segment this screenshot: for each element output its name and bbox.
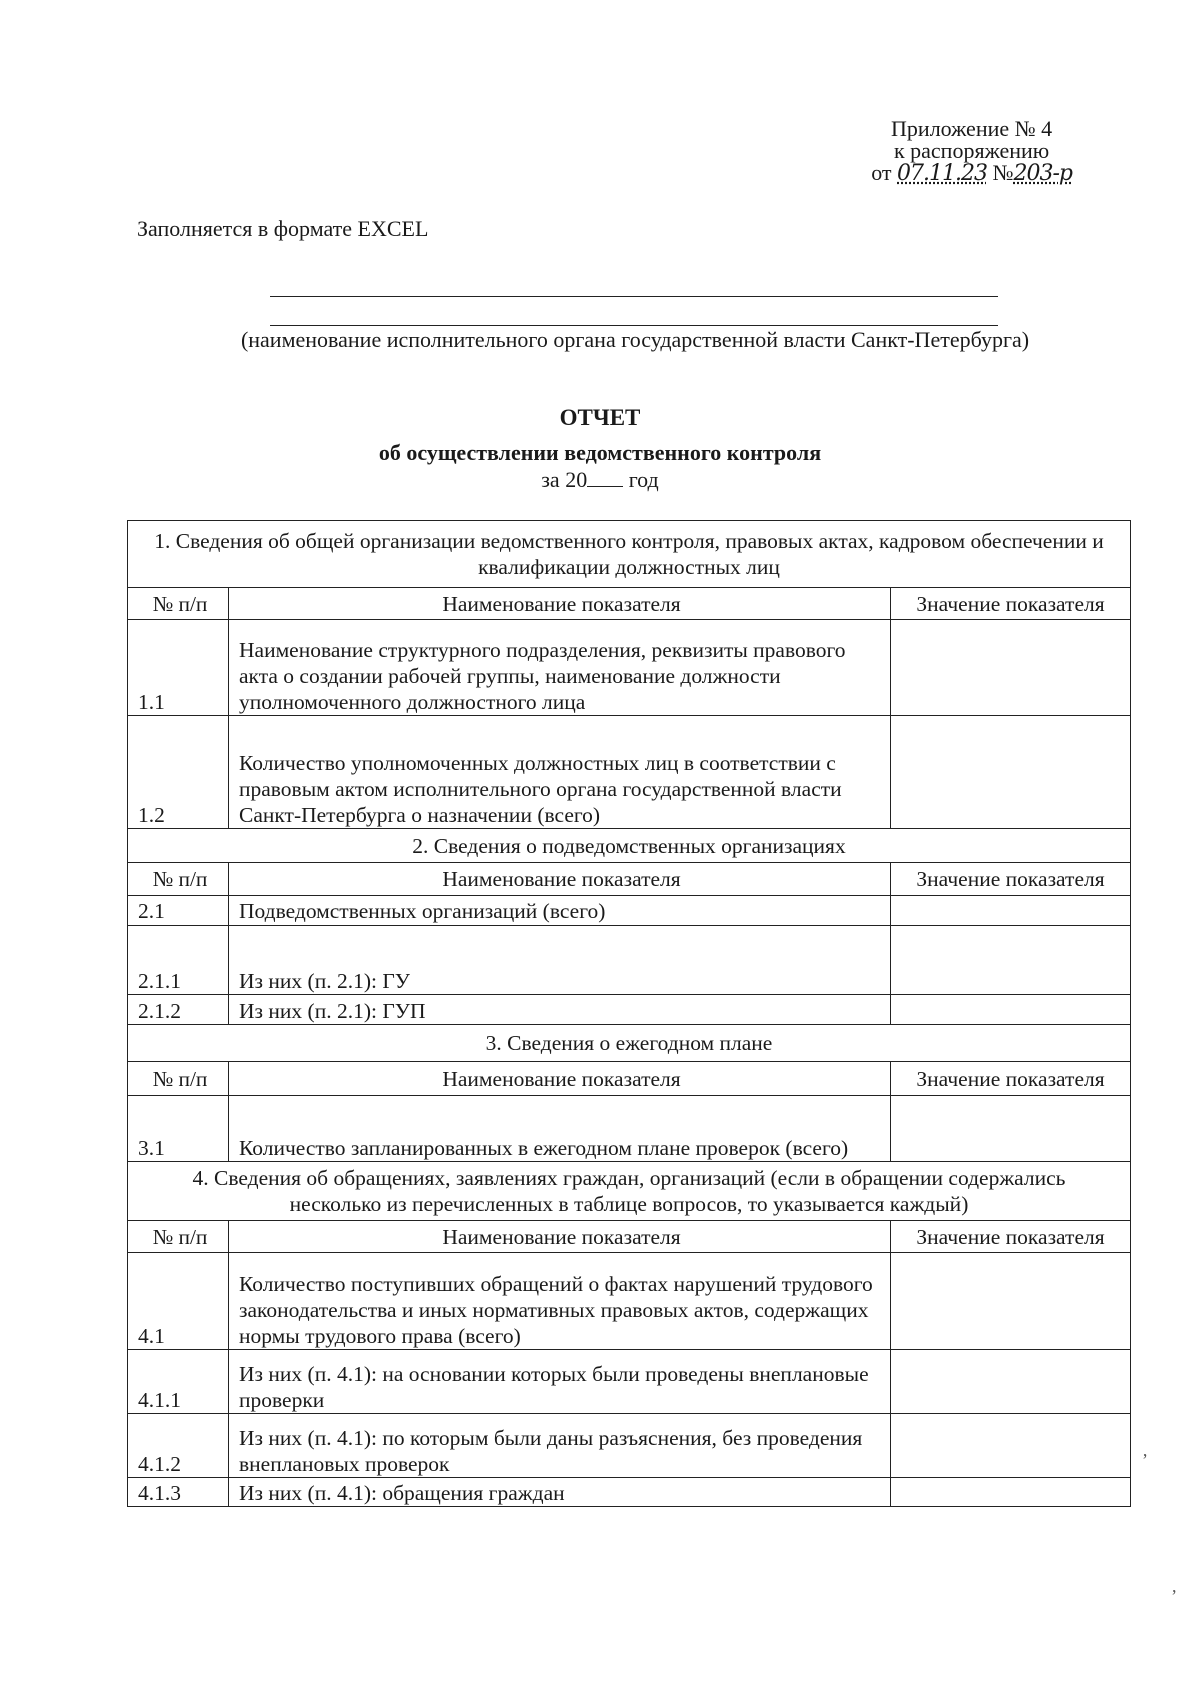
row-name: Из них (п. 4.1): на основании которых были проведены внеплановые проверки: [229, 1350, 891, 1414]
table-row: [128, 620, 1131, 716]
col-header-name: Наименование показателя: [229, 1062, 891, 1096]
row-value-cell[interactable]: [891, 1414, 1131, 1478]
col-header-num: № п/п: [128, 1062, 229, 1096]
column-header-row: [128, 863, 1131, 896]
row-num: 2.1: [128, 896, 229, 926]
report-title: ОТЧЕТ: [559, 405, 641, 430]
row-num: 2.1.2: [128, 995, 229, 1025]
row-name: Количество уполномоченных должностных лиц в соответствии с правовым актом исполнительного органа государственной власти Санкт-Петербурга о назначении (всего): [229, 716, 891, 829]
appendix-line-3: [871, 162, 1072, 185]
section-header-row: [128, 1025, 1131, 1062]
fill-note: Заполняется в формате EXCEL: [137, 216, 429, 241]
appendix-date: 07.11.23: [897, 161, 987, 186]
row-name: Количество поступивших обращений о фактах нарушений трудового законодательства и иных нормативных правовых актов, содержащих нормы трудового права (всего): [229, 1253, 891, 1350]
column-header-row: [128, 1062, 1131, 1096]
table-row: [128, 1478, 1131, 1507]
table-row: [128, 1414, 1131, 1478]
row-num: 1.2: [128, 716, 229, 829]
report-year: [0, 466, 1200, 493]
row-value-cell[interactable]: [891, 1478, 1131, 1507]
row-num: 4.1.2: [128, 1414, 229, 1478]
row-value-cell[interactable]: [891, 716, 1131, 829]
report-table: [127, 520, 1131, 1507]
row-value-cell[interactable]: [891, 896, 1131, 926]
row-name: Из них (п. 2.1): ГУ: [229, 926, 891, 995]
section-title: 4. Сведения об обращениях, заявлениях граждан, организаций (если в обращении содержались несколько из перечисленных в таблице вопросов, то указывается каждый): [128, 1162, 1131, 1221]
table-row: [128, 995, 1131, 1025]
section-header-row: [128, 521, 1131, 588]
table-row: [128, 716, 1131, 829]
row-num: 4.1.3: [128, 1478, 229, 1507]
appendix-from-label: от: [871, 160, 892, 185]
row-value-cell[interactable]: [891, 1253, 1131, 1350]
col-header-num: № п/п: [128, 863, 229, 896]
section-title: 2. Сведения о подведомственных организациях: [128, 829, 1131, 863]
section-header-row: [128, 1162, 1131, 1221]
row-name: Количество запланированных в ежегодном плане проверок (всего): [229, 1096, 891, 1162]
scan-speck: ‚: [1142, 1440, 1148, 1460]
row-num: 2.1.1: [128, 926, 229, 995]
appendix-number-label: №: [992, 160, 1014, 185]
section-title: 3. Сведения о ежегодном плане: [128, 1025, 1131, 1062]
appendix-number: 203-р: [1013, 161, 1072, 186]
row-num: 1.1: [128, 620, 229, 716]
col-header-num: № п/п: [128, 588, 229, 620]
org-name-line-1: [270, 296, 998, 297]
col-header-value: Значение показателя: [891, 1062, 1131, 1096]
row-value-cell[interactable]: [891, 1350, 1131, 1414]
appendix-block: [871, 118, 1072, 185]
row-name: Наименование структурного подразделения, реквизиты правового акта о создании рабочей группы, наименование должности уполномоченного должностного лица: [229, 620, 891, 716]
year-prefix: за 20: [541, 467, 588, 492]
section-title: 1. Сведения об общей организации ведомственного контроля, правовых актах, кадровом обеспечении и квалификации должностных лиц: [128, 521, 1131, 588]
appendix-line-1: Приложение № 4: [891, 116, 1053, 141]
row-name: Из них (п. 2.1): ГУП: [229, 995, 891, 1025]
report-subtitle: об осуществлении ведомственного контроля: [378, 440, 822, 465]
col-header-value: Значение показателя: [891, 588, 1131, 620]
column-header-row: [128, 1221, 1131, 1253]
column-header-row: [128, 588, 1131, 620]
row-value-cell[interactable]: [891, 1096, 1131, 1162]
row-value-cell[interactable]: [891, 620, 1131, 716]
year-suffix: год: [628, 467, 659, 492]
table-row: [128, 896, 1131, 926]
row-name: Из них (п. 4.1): по которым были даны разъяснения, без проведения внеплановых проверок: [229, 1414, 891, 1478]
row-value-cell[interactable]: [891, 995, 1131, 1025]
row-num: 4.1.1: [128, 1350, 229, 1414]
col-header-name: Наименование показателя: [229, 588, 891, 620]
table-row: [128, 926, 1131, 995]
table-row: [128, 1096, 1131, 1162]
appendix-line-2: к распоряжению: [893, 138, 1050, 163]
col-header-value: Значение показателя: [891, 1221, 1131, 1253]
col-header-name: Наименование показателя: [229, 863, 891, 896]
org-caption: (наименование исполнительного органа государственной власти Санкт-Петербурга): [240, 327, 1030, 352]
col-header-num: № п/п: [128, 1221, 229, 1253]
table-row: [128, 1350, 1131, 1414]
col-header-value: Значение показателя: [891, 863, 1131, 896]
table-row: [128, 1253, 1131, 1350]
col-header-name: Наименование показателя: [229, 1221, 891, 1253]
scan-speck: ,: [1172, 1576, 1177, 1596]
row-value-cell[interactable]: [891, 926, 1131, 995]
row-num: 3.1: [128, 1096, 229, 1162]
row-name: Из них (п. 4.1): обращения граждан: [229, 1478, 891, 1507]
row-num: 4.1: [128, 1253, 229, 1350]
year-blank: [587, 466, 623, 487]
section-header-row: [128, 829, 1131, 863]
row-name: Подведомственных организаций (всего): [229, 896, 891, 926]
